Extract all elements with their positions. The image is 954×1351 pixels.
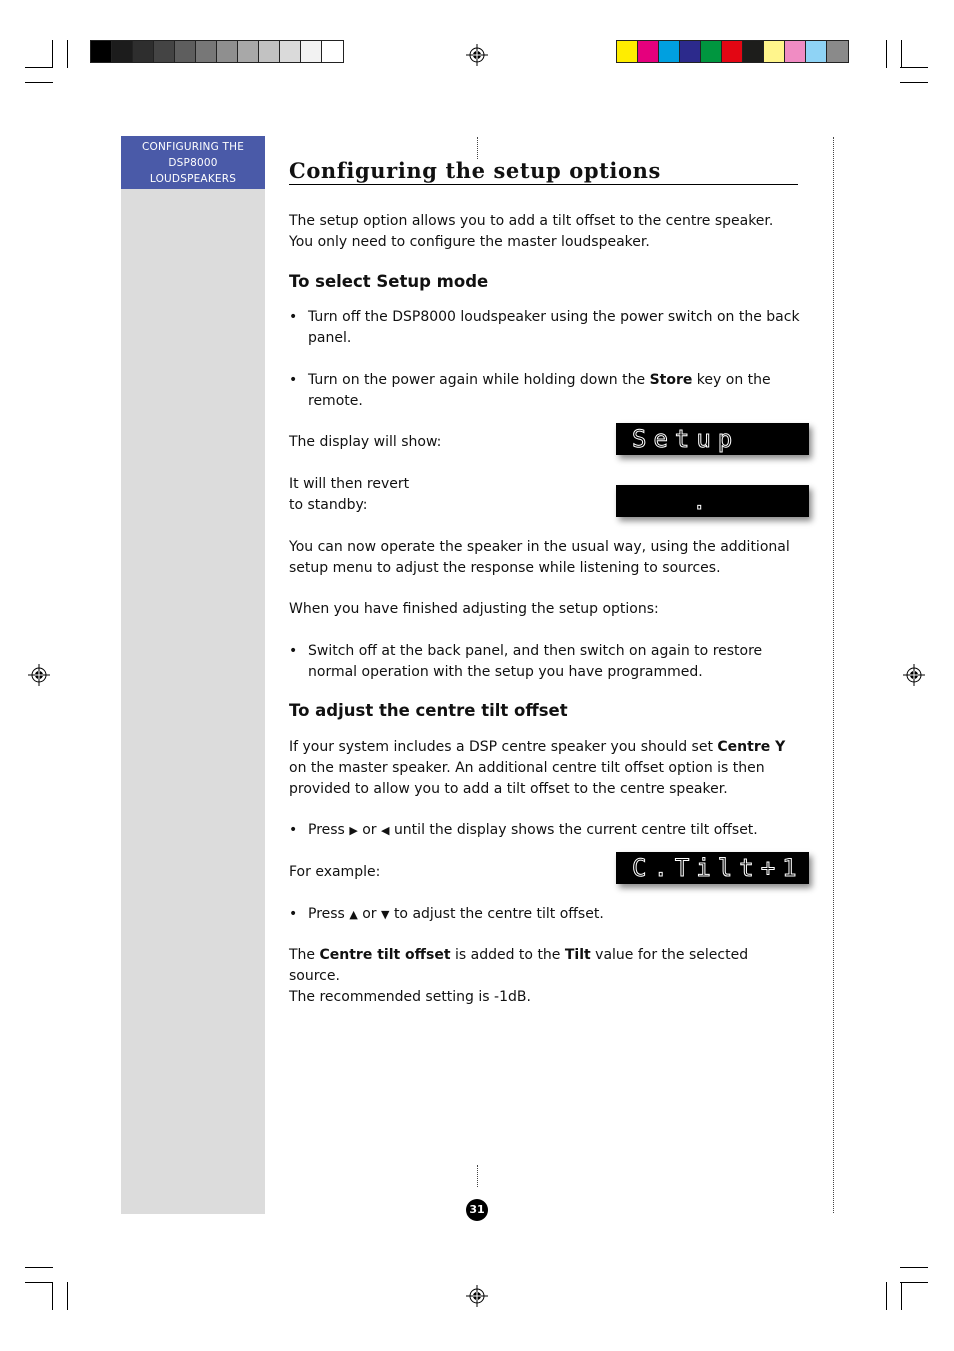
color-swatch: [680, 41, 701, 62]
example-label: For example:: [289, 864, 381, 880]
color-swatch: [154, 41, 175, 62]
centre-speaker-paragraph: If your system includes a DSP centre speaker you should set Centre Y on the master speaker. An additional centre tilt offset option is then provided to allow you to add a tilt offset to the centre speaker.: [289, 739, 786, 797]
left-arrow-icon: ◀: [381, 824, 390, 837]
color-swatch: [91, 41, 112, 62]
right-arrow-icon: ▶: [349, 824, 358, 837]
color-swatch: [175, 41, 196, 62]
centre-tilt-offset-label: Centre tilt offset: [319, 947, 451, 963]
grayscale-calibration-bar: [90, 40, 344, 63]
list-item-text: Switch off at the back panel, and then switch on again to restore normal operation with the setup you have programmed.: [308, 643, 763, 680]
color-swatch: [806, 41, 827, 62]
section-tab: [121, 136, 265, 189]
store-key-label: Store: [649, 372, 693, 388]
color-swatch: [701, 41, 722, 62]
color-swatch: [112, 41, 133, 62]
revert-label: It will then revert to standby:: [289, 476, 410, 513]
bullet-icon: •: [289, 906, 298, 922]
center-fold-mark: [477, 1165, 478, 1187]
bullet-icon: •: [289, 372, 298, 388]
up-arrow-icon: ▲: [349, 908, 358, 921]
tilt-label: Tilt: [564, 947, 591, 963]
color-swatch: [301, 41, 322, 62]
page-content: [289, 160, 801, 185]
bullet-icon: •: [289, 309, 298, 325]
center-fold-mark: [477, 137, 478, 159]
bullet-icon: •: [289, 822, 298, 838]
color-swatch: [238, 41, 259, 62]
color-swatch: [785, 41, 806, 62]
color-swatch: [743, 41, 764, 62]
section-label-line: LOUDSPEAKERS: [149, 173, 237, 185]
color-swatch: [764, 41, 785, 62]
registration-mark-icon: [466, 44, 488, 66]
page-title: Configuring the setup options: [289, 160, 798, 185]
finished-paragraph: When you have finished adjusting the setup options:: [289, 601, 659, 617]
display-label: The display will show:: [289, 434, 442, 450]
color-swatch: [259, 41, 280, 62]
registration-mark-icon: [28, 664, 50, 686]
color-swatch: [217, 41, 238, 62]
down-arrow-icon: ▼: [381, 908, 390, 921]
color-calibration-bar: [616, 40, 849, 63]
intro-paragraph: The setup option allows you to add a tilt offset to the centre speaker. You only need to configure the master loudspeaker.: [289, 213, 774, 250]
lcd-display-standby: .: [616, 485, 809, 517]
final-paragraph: The Centre tilt offset is added to the Tilt value for the selected source. The recommended setting is -1dB.: [289, 947, 749, 1005]
color-swatch: [827, 41, 848, 62]
section-label-line: DSP8000: [168, 157, 218, 169]
color-swatch: [133, 41, 154, 62]
list-item-text: Turn on the power again while holding down the Store key on the remote.: [308, 372, 771, 409]
page-number: 31: [466, 1199, 488, 1221]
lcd-display-setup: Setup: [616, 423, 809, 455]
list-item-text: Turn off the DSP8000 loudspeaker using the power switch on the back panel.: [308, 309, 800, 346]
color-swatch: [659, 41, 680, 62]
color-swatch: [617, 41, 638, 62]
sidebar-panel: [121, 136, 265, 1214]
lcd-display-tilt: C.Tilt+1: [616, 852, 809, 884]
color-swatch: [638, 41, 659, 62]
centre-y-label: Centre Y: [717, 739, 786, 755]
operate-paragraph: You can now operate the speaker in the usual way, using the additional setup menu to adjust the response while listening to sources.: [289, 539, 790, 576]
color-swatch: [196, 41, 217, 62]
color-swatch: [722, 41, 743, 62]
color-swatch: [280, 41, 301, 62]
registration-mark-icon: [466, 1285, 488, 1307]
section-label-line: CONFIGURING THE: [141, 141, 245, 153]
section-heading-tilt-offset: To adjust the centre tilt offset: [289, 701, 568, 720]
list-item-text: Press ▲ or ▼ to adjust the centre tilt offset.: [308, 904, 803, 925]
list-item-text: Press ▶ or ◀ until the display shows the current centre tilt offset.: [308, 820, 803, 841]
section-heading-setup-mode: To select Setup mode: [289, 272, 489, 291]
registration-mark-icon: [903, 664, 925, 686]
bullet-icon: •: [289, 643, 298, 659]
trim-guide: [833, 137, 834, 1213]
color-swatch: [322, 41, 343, 62]
